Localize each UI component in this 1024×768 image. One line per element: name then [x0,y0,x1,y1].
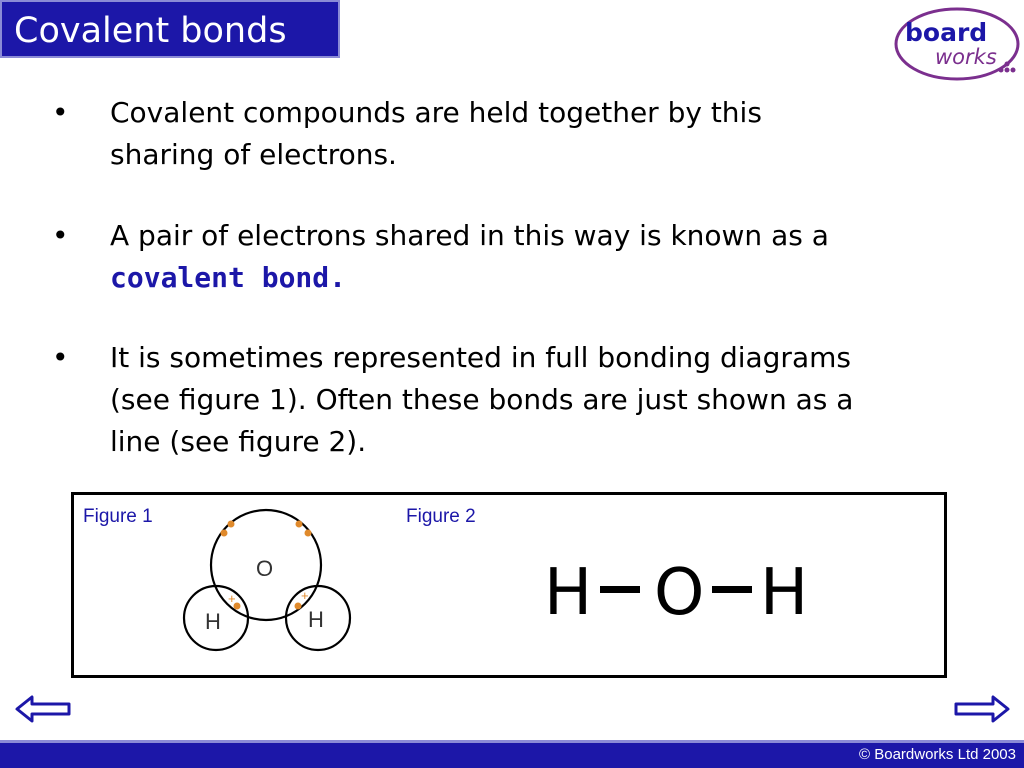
single-bond-line [712,586,752,593]
electron [305,530,312,537]
footer-bar [0,740,1024,768]
left-arrow-icon[interactable] [14,694,72,724]
single-bond-line [600,586,640,593]
bullet-3-line1: It is sometimes represented in full bonding diagrams [110,341,851,374]
bullet-3-line2: (see figure 1). Often these bonds are just shown as a [110,383,854,416]
formula-h-left: H [544,556,593,630]
title-banner [0,0,340,58]
logo-word-board: board [905,18,988,47]
hydrogen-left-symbol: H [205,609,221,634]
bullet-1 [110,92,980,176]
bullet-marker: • [52,341,69,374]
bullet-marker: • [52,96,69,129]
slide-title: Covalent bonds [14,11,287,51]
water-structural-formula [540,550,820,630]
hydrogen-right-symbol: H [308,607,324,632]
shared-electron [295,603,302,610]
figure-2-label: Figure 2 [406,506,476,527]
boardworks-logo [893,6,1021,82]
logo-word-works: works [935,45,997,69]
plus-sign-left: + [228,591,236,606]
bullet-3-line3: line (see figure 2). [110,425,367,458]
covalent-bond-term: covalent bond. [110,261,347,294]
oxygen-symbol: O [256,556,274,581]
electron [296,521,303,528]
right-arrow-icon[interactable] [953,694,1011,724]
figure-1-label: Figure 1 [83,506,153,527]
bullet-2-line1: A pair of electrons shared in this way is known as a [110,219,829,252]
bullet-marker: • [52,219,69,252]
bullet-2 [110,215,980,299]
plus-sign-right: + [301,588,309,603]
bullet-3 [110,337,980,463]
bullet-1-line1: Covalent compounds are held together by this [110,96,762,129]
bullet-1-line2: sharing of electrons. [110,138,397,171]
water-bonding-diagram [170,505,370,655]
electron [228,521,235,528]
copyright-text: © Boardworks Ltd 2003 [859,746,1016,763]
formula-h-right: H [760,556,809,630]
electron [221,530,228,537]
formula-o: O [654,556,705,630]
